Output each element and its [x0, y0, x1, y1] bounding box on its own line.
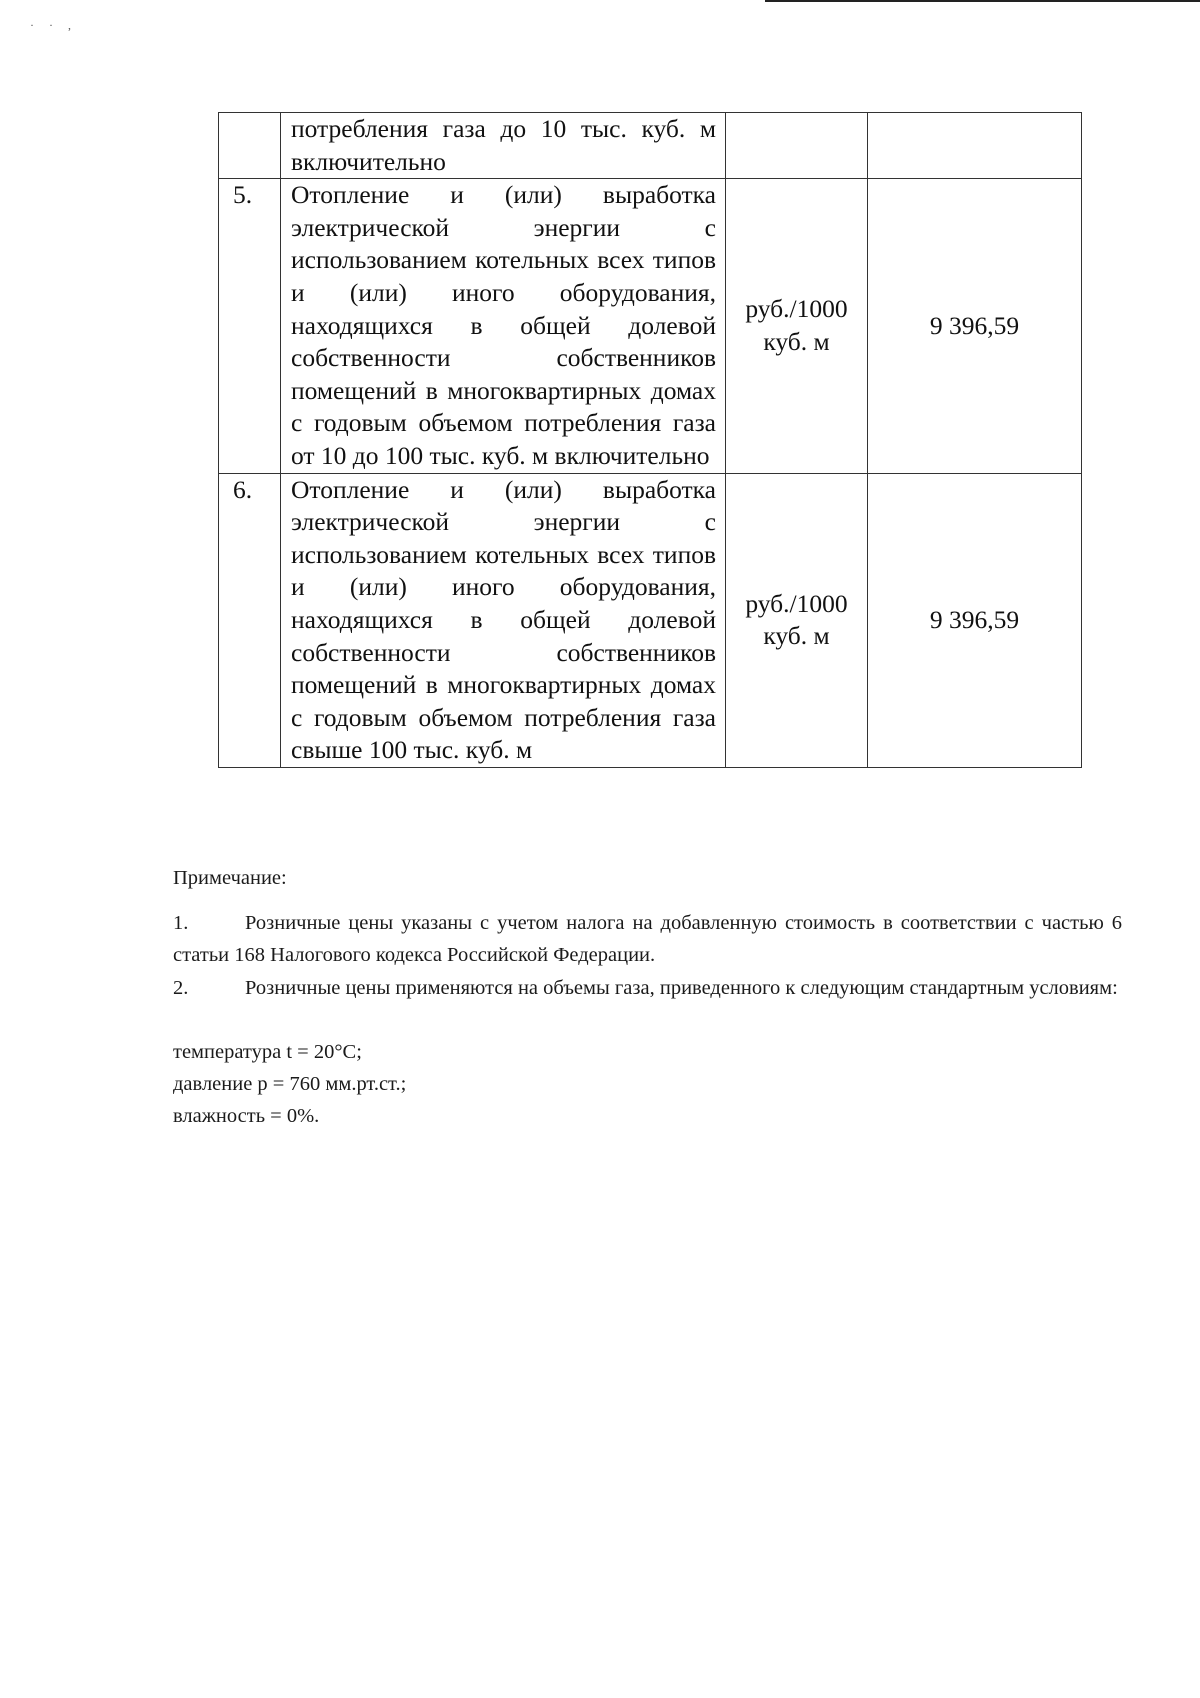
note-text: Розничные цены указаны с учетом налога на добавленную стоимость в соответствии с частью 6 статьи 168 Налогового кодекса Российской Федерации.: [173, 912, 1122, 966]
row-number: 6.: [219, 473, 281, 767]
row-unit: [726, 113, 868, 179]
row-unit: руб./1000 куб. м: [726, 473, 868, 767]
row-unit: руб./1000 куб. м: [726, 179, 868, 473]
table-row: [219, 473, 1082, 767]
row-price: 9 396,59: [868, 473, 1082, 767]
note-item: [173, 972, 1122, 1004]
row-price: [868, 113, 1082, 179]
condition-temperature: температура t = 20°C;: [173, 1041, 362, 1063]
row-description: Отопление и (или) выработка электрической энергии с использованием котельных всех типов и (или) иного оборудования, находящихся в общей долевой собственности собственников помещений в многоквартирных домах с годовым объемом потребления газа свыше 100 тыс. куб. м: [281, 473, 726, 767]
row-description: потребления газа до 10 тыс. куб. м включительно: [281, 113, 726, 179]
row-number: 5.: [219, 179, 281, 473]
note-text: Розничные цены применяются на объемы газа, приведенного к следующим стандартным условиям:: [245, 977, 1118, 999]
scan-artifact-mark: · · ,: [30, 18, 77, 32]
note-item: [173, 907, 1122, 971]
note-number: 2.: [173, 977, 189, 999]
notes-title: Примечание:: [173, 867, 287, 889]
table-row: [219, 113, 1082, 179]
row-number: [219, 113, 281, 179]
table-row: [219, 179, 1082, 473]
row-description: Отопление и (или) выработка электрической энергии с использованием котельных всех типов и (или) иного оборудования, находящихся в общей долевой собственности собственников помещений в многоквартирных домах с годовым объемом потребления газа от 10 до 100 тыс. куб. м включительно: [281, 179, 726, 473]
condition-pressure: давление p = 760 мм.рт.ст.;: [173, 1073, 407, 1095]
row-price: 9 396,59: [868, 179, 1082, 473]
tariff-table: [218, 112, 1082, 768]
condition-humidity: влажность = 0%.: [173, 1105, 320, 1127]
note-number: 1.: [173, 912, 189, 934]
page-top-border-line: [765, 0, 1200, 2]
